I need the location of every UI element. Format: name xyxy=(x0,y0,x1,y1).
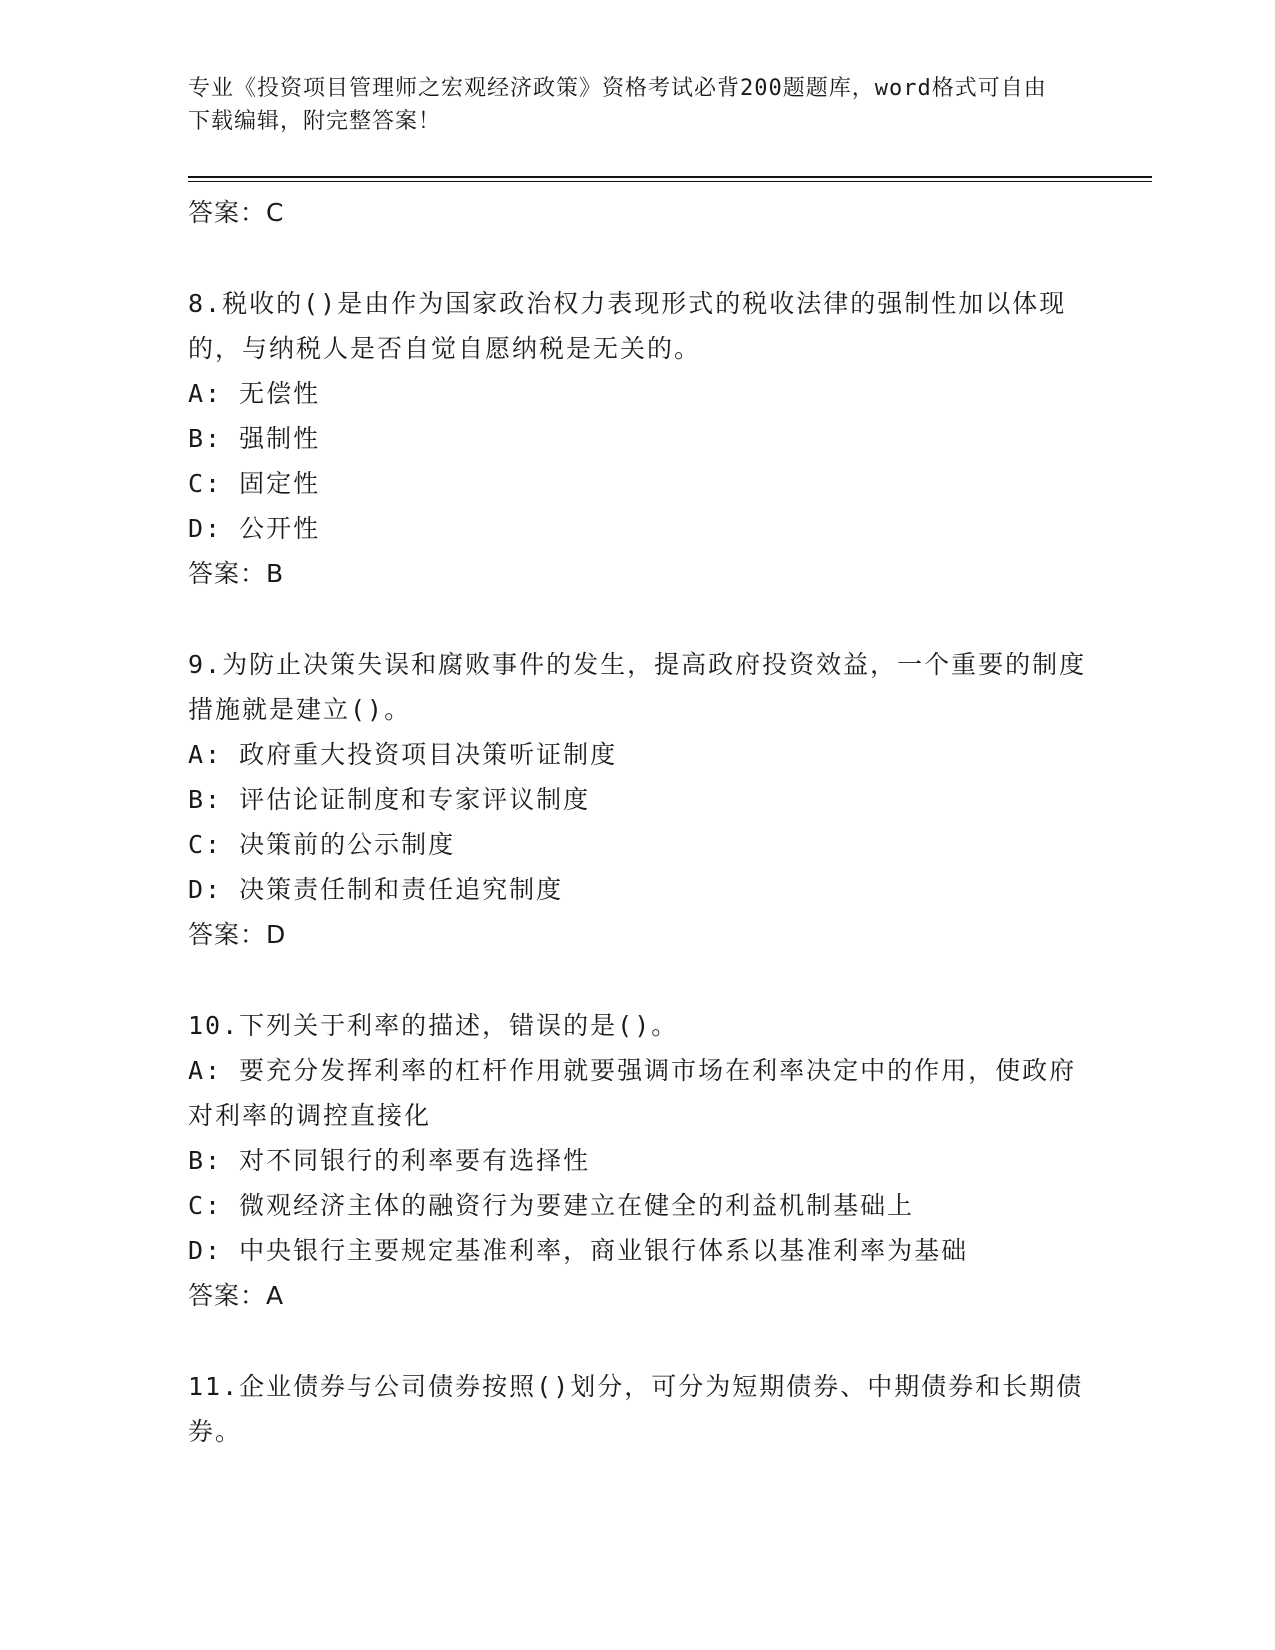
spacer xyxy=(188,596,1088,642)
answer-9: 答案：D xyxy=(188,920,287,949)
question-text: 10.下列关于利率的描述，错误的是()。 xyxy=(188,1011,679,1040)
option-b: B: 强制性 xyxy=(188,424,321,453)
option-d: D: 公开性 xyxy=(188,514,321,543)
option-b: B: 评估论证制度和专家评议制度 xyxy=(188,785,591,814)
option-b: B: 对不同银行的利率要有选择性 xyxy=(188,1146,591,1175)
spacer xyxy=(188,957,1088,1003)
option-c: C: 固定性 xyxy=(188,469,321,498)
spacer xyxy=(188,1318,1088,1364)
answer-10: 答案：A xyxy=(188,1281,285,1310)
question-10 xyxy=(188,1003,1088,1318)
page-header-text: 专业《投资项目管理师之宏观经济政策》资格考试必背200题题库，word格式可自由下载编辑，附完整答案！ xyxy=(188,76,1047,134)
header-rule-thin xyxy=(188,181,1152,182)
spacer xyxy=(188,235,1088,281)
answer-7: 答案：C xyxy=(188,198,285,227)
option-d: D: 中央银行主要规定基准利率，商业银行体系以基准利率为基础 xyxy=(188,1236,969,1265)
option-c: C: 微观经济主体的融资行为要建立在健全的利益机制基础上 xyxy=(188,1191,915,1220)
question-11 xyxy=(188,1364,1088,1454)
option-a: A: 政府重大投资项目决策听证制度 xyxy=(188,740,618,769)
question-text: 9.为防止决策失误和腐败事件的发生，提高政府投资效益，一个重要的制度措施就是建立()。 xyxy=(188,650,1087,724)
question-8 xyxy=(188,281,1088,596)
question-text: 11.企业债券与公司债券按照()划分，可分为短期债券、中期债券和长期债券。 xyxy=(188,1372,1084,1446)
question-text: 8.税收的()是由作为国家政治权力表现形式的税收法律的强制性加以体现的，与纳税人是否自觉自愿纳税是无关的。 xyxy=(188,289,1067,363)
option-a: A: 无偿性 xyxy=(188,379,321,408)
header-rule xyxy=(188,176,1152,178)
option-c: C: 决策前的公示制度 xyxy=(188,830,456,859)
answer-8: 答案：B xyxy=(188,559,285,588)
option-a: A: 要充分发挥利率的杠杆作用就要强调市场在利率决定中的作用，使政府对利率的调控直接化 xyxy=(188,1056,1077,1130)
option-d: D: 决策责任制和责任追究制度 xyxy=(188,875,564,904)
question-9 xyxy=(188,642,1088,957)
question-list xyxy=(188,190,1088,1454)
